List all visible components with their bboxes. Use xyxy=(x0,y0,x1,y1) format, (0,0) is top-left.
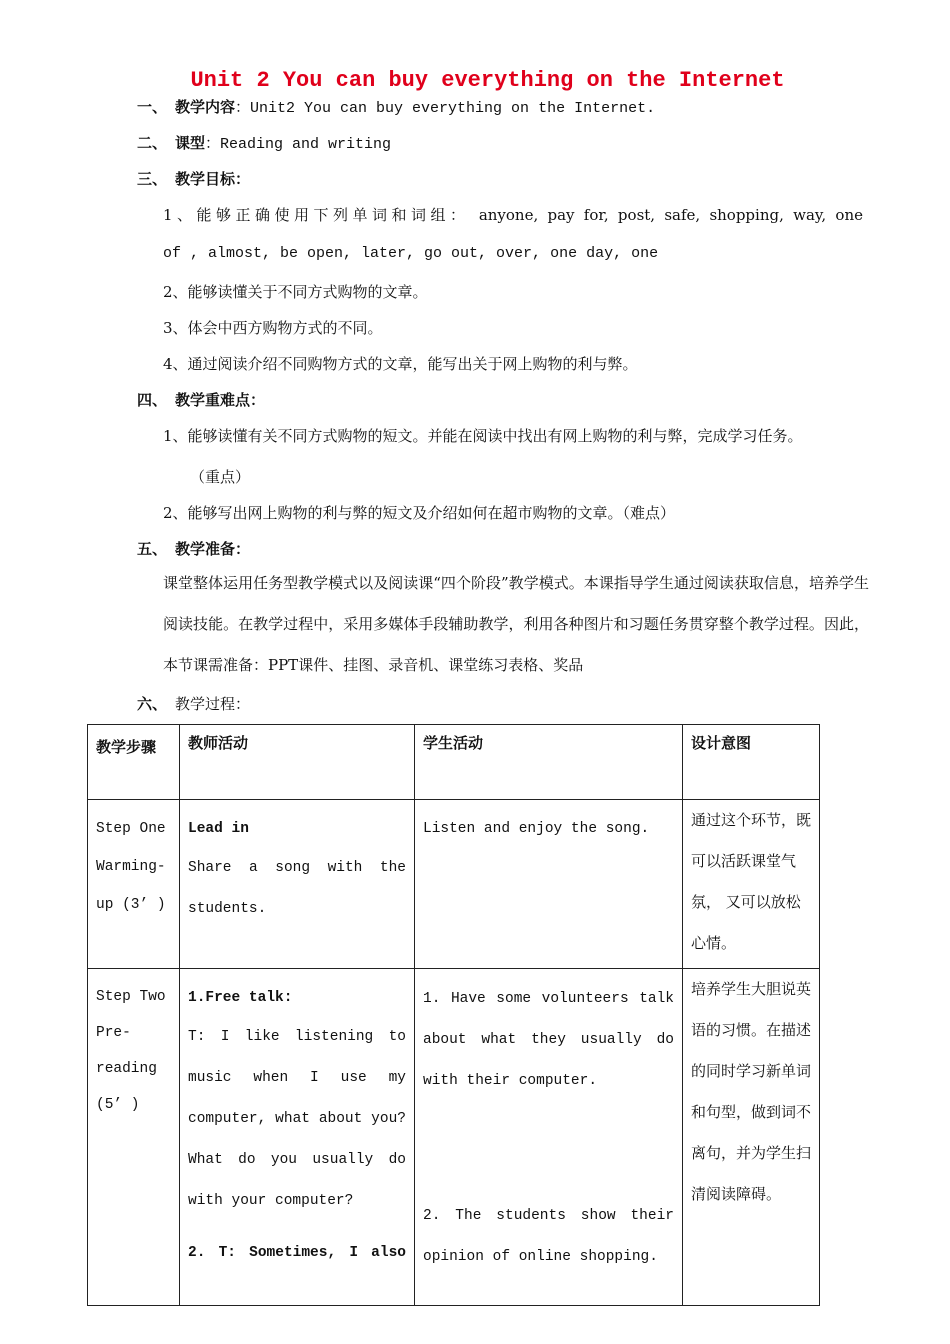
key-point-1: 1、能够读懂有关不同方式购物的短文。并能在阅读中找出有网上购物的利与弊，完成学习任务。 xyxy=(163,427,803,445)
section-1 xyxy=(137,96,655,117)
lesson-process-table xyxy=(87,724,820,1306)
section-text: ：Reading and writing xyxy=(205,136,392,153)
objective-3: 3、体会中西方购物方式的不同。 xyxy=(163,319,383,337)
header-cell: 设计意图 xyxy=(683,725,820,800)
section-text: ： xyxy=(235,540,251,558)
preparation-paragraph: 课堂整体运用任务型教学模式以及阅读课“四个阶段”教学模式。本课指导学生通过阅读获取信息，培养学生阅读技能。在教学过程中，采用多媒体手段辅助教学，利用各种图片和习题任务贯穿整个教学过程。因此，本节课需准备：PPT课件、挂图、录音机、课堂练习表格、奖品 xyxy=(163,574,869,674)
step-cell: Step One Warming- up (3’ ) xyxy=(88,800,180,969)
section-6 xyxy=(137,693,250,714)
objective-1-line-1: 1、能够正确使用下列单词和词组： anyone, pay for, post, safe, shopping, way, one xyxy=(163,206,863,224)
section-2 xyxy=(137,132,391,153)
section-number: 二、 xyxy=(137,134,168,152)
step-cell: Step Two Pre- reading (5’ ) xyxy=(88,969,180,1306)
section-text: ：Unit2 You can buy everything on the Internet. xyxy=(235,100,656,117)
section-label: 教学准备 xyxy=(175,540,236,558)
section-label: 教学过程： xyxy=(175,695,251,713)
table-row xyxy=(88,969,820,1306)
teacher-activity-cell: 1.Free talk: T: I like listening to music when I use my computer, what about you? What do you usually do with your computer? 2. T: Sometimes, I also xyxy=(180,969,415,1306)
objective-2: 2、能够读懂关于不同方式购物的文章。 xyxy=(163,283,428,301)
section-label: 教学重难点 xyxy=(175,391,251,409)
section-number: 一、 xyxy=(137,98,168,116)
objective-1-line-2: of , almost, be open, later, go out, over, one day, one xyxy=(163,245,659,262)
key-point-1-tag: （重点） xyxy=(190,468,251,486)
design-intent-cell: 通过这个环节，既可以活跃课堂气氛， 又可以放松心情。 xyxy=(683,800,820,969)
design-intent-cell: 培养学生大胆说英语的习惯。在描述的同时学习新单词和句型，做到词不离句，并为学生扫清阅读障碍。 xyxy=(683,969,820,1306)
section-number: 六、 xyxy=(137,695,168,713)
section-number: 三、 xyxy=(137,170,168,188)
header-cell: 教师活动 xyxy=(180,725,415,800)
student-activity-cell: 1. Have some volunteers talk about what they usually do with their computer. 2. The students show their opinion of online shopping. xyxy=(415,969,683,1306)
section-label: 教学目标 xyxy=(175,170,236,188)
student-activity-cell: Listen and enjoy the song. xyxy=(415,800,683,969)
section-label: 教学内容 xyxy=(175,98,236,116)
section-3 xyxy=(137,168,250,189)
section-text: ： xyxy=(250,391,266,409)
section-4 xyxy=(137,389,265,410)
section-text: ： xyxy=(235,170,251,188)
section-5 xyxy=(137,538,250,559)
teacher-activity-cell: Lead in Share a song with the students. xyxy=(180,800,415,969)
table-header-row xyxy=(88,725,820,800)
objective-4: 4、通过阅读介绍不同购物方式的文章，能写出关于网上购物的利与弊。 xyxy=(163,355,638,373)
header-cell: 学生活动 xyxy=(415,725,683,800)
header-cell: 教学步骤 xyxy=(88,725,180,800)
key-point-2: 2、能够写出网上购物的利与弊的短文及介绍如何在超市购物的文章。（难点） xyxy=(163,504,676,522)
document-title: Unit 2 You can buy everything on the Internet xyxy=(190,68,785,93)
section-label: 课型 xyxy=(175,134,206,152)
section-number: 五、 xyxy=(137,540,168,558)
table-row xyxy=(88,800,820,969)
section-number: 四、 xyxy=(137,391,168,409)
